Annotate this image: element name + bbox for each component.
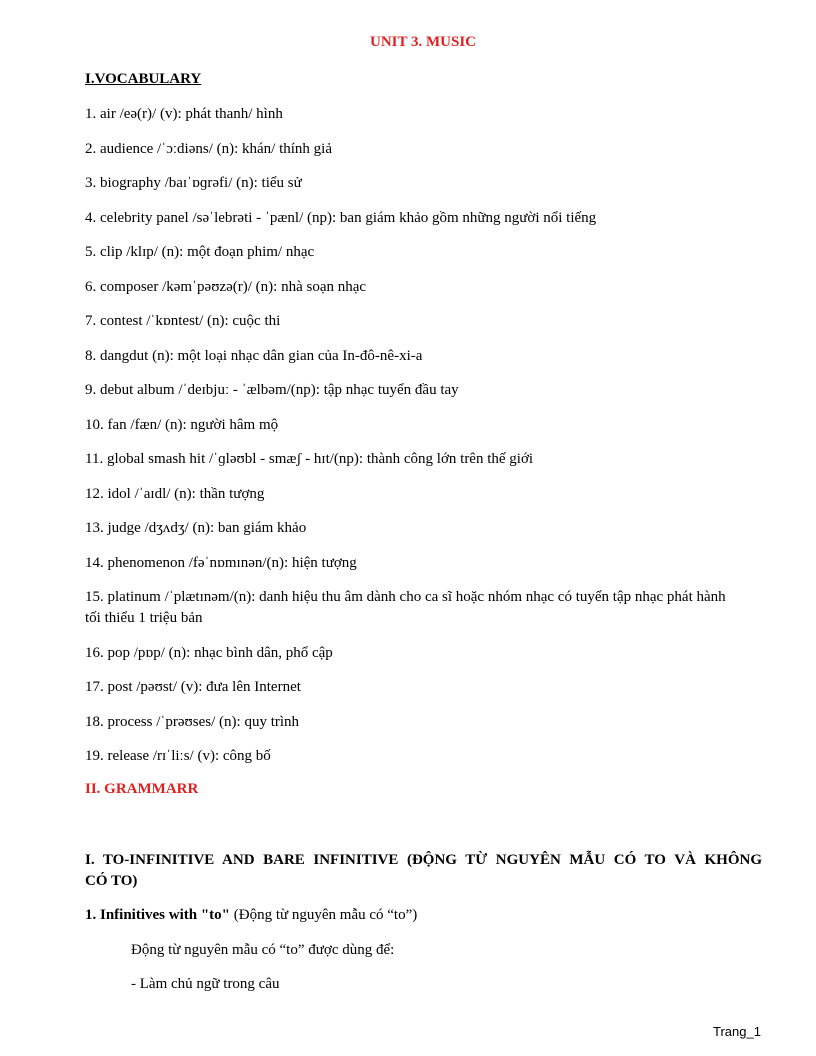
vocabulary-item: 2. audience /ˈɔːdiəns/ (n): khán/ thính giả (85, 141, 333, 157)
vocabulary-item: 7. contest /ˈkɒntest/ (n): cuộc thi (85, 313, 281, 329)
vocabulary-item: 5. clip /klɪp/ (n): một đoạn phim/ nhạc (85, 244, 315, 260)
vocabulary-item: 13. judge /dʒʌdʒ/ (n): ban giám khảo (85, 520, 307, 536)
vocabulary-heading: I.VOCABULARY (85, 71, 202, 87)
grammar-heading: II. GRAMMARR (85, 781, 199, 797)
vocabulary-item: 11. global smash hit /ˈɡləʊbl - smæʃ - hɪt/(np): thành công lớn trên thế giới (85, 451, 534, 467)
section-heading-line1: I. TO-INFINITIVE AND BARE INFINITIVE (ĐỘNG TỪ NGUYÊN MẪU CÓ TO VÀ KHÔNG (85, 852, 762, 868)
vocabulary-item: 1. air /eə(r)/ (v): phát thanh/ hình (85, 106, 283, 122)
bullet-text: - Làm chủ ngữ trong câu (131, 976, 280, 992)
vocabulary-item: 8. dangdut (n): một loại nhạc dân gian của In-đô-nê-xi-a (85, 348, 423, 364)
vocabulary-item: 16. pop /pɒp/ (n): nhạc bình dân, phổ cập (85, 645, 333, 661)
vocabulary-item: 15. platinum /ˈplætɪnəm/(n): danh hiệu thu âm dành cho ca sĩ hoặc nhóm nhạc có tuyển tập nhạc phát hành tối thiểu 1 triệu bản (85, 589, 726, 626)
page-number: Trang_1 (713, 1024, 761, 1039)
section-heading-line2: CÓ TO) (85, 873, 138, 889)
vocabulary-item: 4. celebrity panel /səˈlebrəti - ˈpænl/ (np): ban giám khảo gồm những người nổi tiếng (85, 210, 597, 226)
vocabulary-item: 9. debut album /ˈdeɪbjuː - ˈælbəm/(np): tập nhạc tuyển đầu tay (85, 382, 459, 398)
vocabulary-item: 14. phenomenon /fəˈnɒmɪnən/(n): hiện tượng (85, 555, 357, 571)
vocabulary-item: 3. biography /baɪˈɒɡrəfi/ (n): tiểu sử (85, 175, 302, 191)
vocabulary-item: 12. idol /ˈaɪdl/ (n): thần tượng (85, 486, 265, 502)
vocabulary-item: 18. process /ˈprəʊses/ (n): quy trình (85, 714, 300, 730)
vocabulary-item: 6. composer /kəmˈpəʊzə(r)/ (n): nhà soạn nhạc (85, 279, 367, 295)
subsection-heading-note: (Động từ nguyên mẫu có “to”) (230, 907, 418, 923)
intro-text: Động từ nguyên mẫu có “to” được dùng để: (131, 942, 395, 958)
page-title: UNIT 3. MUSIC (370, 34, 476, 50)
vocabulary-item: 19. release /rɪˈliːs/ (v): công bố (85, 748, 271, 764)
vocabulary-item: 17. post /pəʊst/ (v): đưa lên Internet (85, 679, 301, 695)
vocabulary-item: 10. fan /fæn/ (n): người hâm mộ (85, 417, 279, 433)
subsection-heading (85, 905, 417, 926)
subsection-heading-bold: 1. Infinitives with "to" (85, 907, 230, 923)
